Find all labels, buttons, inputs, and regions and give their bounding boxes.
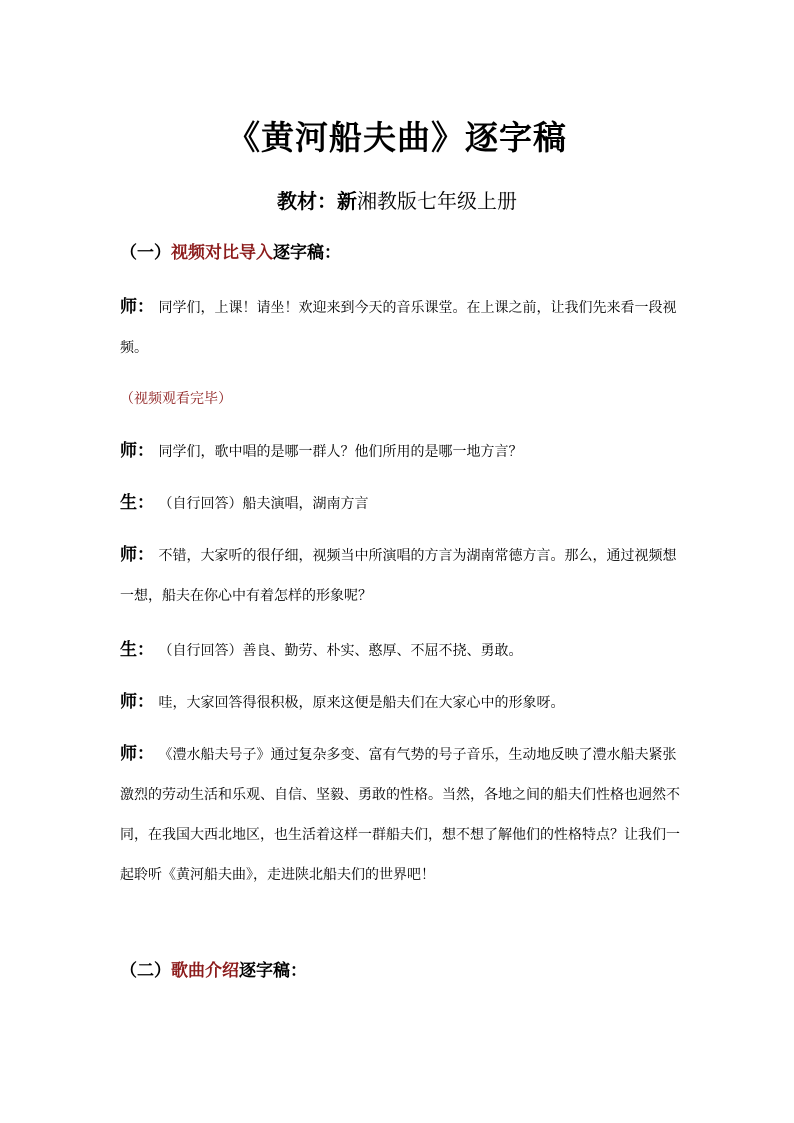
- paragraph-text: 同学们，上课！请坐！欢迎来到今天的音乐课堂。在上课之前，让我们先来看一段视频。: [120, 300, 677, 356]
- section-highlight: 歌曲介绍: [171, 961, 239, 981]
- paragraph-text: 哇，大家回答得很积极，原来这便是船夫们在大家心中的形象呀。: [158, 695, 565, 711]
- document-title: 《黄河船夫曲》逐字稿: [227, 118, 567, 157]
- subtitle-label: 教材：新: [277, 189, 357, 213]
- section-heading-1: [120, 240, 341, 266]
- section-suffix: 逐字稿：: [239, 961, 307, 981]
- paragraph-text: 同学们，歌中唱的是哪一群人？他们所用的是哪一地方言？: [158, 444, 523, 460]
- subtitle-text: 湘教版七年级上册: [357, 189, 517, 213]
- paragraph-7: [120, 734, 680, 895]
- section-heading-2: [120, 958, 307, 984]
- speaker-label: 师：: [120, 545, 154, 565]
- paragraph-text: 《澧水船夫号子》通过复杂多变、富有气势的号子音乐，生动地反映了澧水船夫紧张激烈的劳动生活和乐观、自信、坚毅、勇敢的性格。当然，各地之间的船夫们性格也迥然不同，在我国大西北地区，也生活着这样一群船夫们，想不想了解他们的性格特点？让我们一起聆听《黄河船夫曲》，走进陕北船夫们的世界吧！: [120, 747, 680, 883]
- speaker-label: 师：: [120, 441, 154, 461]
- section-suffix: 逐字稿：: [273, 243, 341, 263]
- paragraph-5: [120, 630, 680, 671]
- section-highlight: 视频对比导入: [171, 243, 273, 263]
- paragraph-3: [120, 483, 680, 524]
- paragraph-4: [120, 535, 680, 616]
- paragraph-1: [120, 287, 680, 368]
- speaker-label: 师：: [120, 297, 154, 317]
- paragraph-text: （自行回答）善良、勤劳、朴实、憨厚、不屈不挠、勇敢。: [158, 643, 523, 659]
- speaker-label: 生：: [120, 640, 154, 660]
- stage-note: （视频观看完毕）: [120, 391, 232, 407]
- section-prefix: （一）: [120, 243, 171, 263]
- speaker-label: 师：: [120, 692, 154, 712]
- document-subtitle: [0, 186, 794, 216]
- section-prefix: （二）: [120, 961, 171, 981]
- speaker-label: 师：: [120, 744, 154, 764]
- speaker-label: 生：: [120, 493, 154, 513]
- paragraph-6: [120, 682, 680, 723]
- paragraph-text: 不错，大家听的很仔细，视频当中所演唱的方言为湖南常德方言。那么，通过视频想一想，船夫在你心中有着怎样的形象呢？: [120, 548, 677, 604]
- paragraph-text: （自行回答）船夫演唱，湖南方言: [158, 496, 369, 512]
- paragraph-2: [120, 431, 680, 472]
